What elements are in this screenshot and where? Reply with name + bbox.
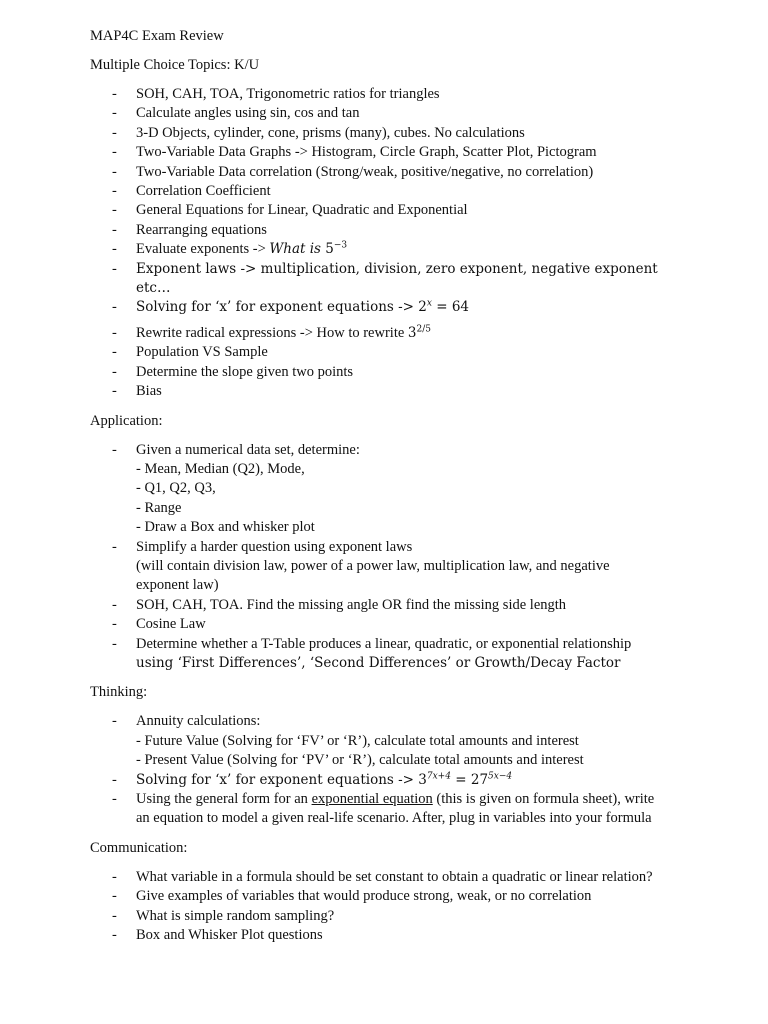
list-item: - Box and Whisker Plot questions — [112, 927, 323, 944]
list-item: - Rearranging equations — [112, 221, 267, 238]
communication-list — [90, 868, 690, 946]
list-item: - Rewrite radical expressions -> How to rewrite $3^{2/5}$ — [112, 324, 431, 341]
list-item: - Calculate angles using sin, cos and tan — [112, 105, 360, 122]
underlined-term: exponential equation — [311, 791, 433, 807]
math-expression: What is $5^{-3}$ — [269, 240, 348, 258]
list-item: - Bias — [112, 383, 162, 400]
list-item: - Two-Variable Data Graphs -> Histogram, Circle Graph, Scatter Plot, Pictogram — [112, 144, 597, 161]
math-expression: $3^{7x+4} = 27^{5x-4}$ — [418, 771, 513, 788]
list-item: - Given a numerical data set, determine: - Mean, Median (Q2), Mode, - Q1, Q2, Q3, - Range - Draw a Box and whisker plot — [112, 441, 360, 536]
list-item: - 3-D Objects, cylinder, cone, prisms (many), cubes. No calculations — [112, 124, 525, 141]
math-expression: $3^{2/5}$ — [407, 324, 431, 341]
list-item: - Population VS Sample — [112, 344, 268, 361]
list-item: - SOH, CAH, TOA. Find the missing angle OR find the missing side length — [112, 596, 567, 613]
list-item: - Give examples of variables that would produce strong, weak, or no correlation — [112, 888, 592, 905]
list-item: - Solving for ‘x’ for exponent equations -> $3^{7x+4} = 27^{5x-4}$ — [112, 771, 513, 788]
math-expression: $2^x = 64$ — [418, 298, 470, 316]
list-item: - Correlation Coefficient — [112, 183, 271, 200]
list-item: - Solving for ‘x’ for exponent equations -> $2^x = 64$ — [112, 298, 470, 316]
document-title: MAP4C Exam Review — [90, 28, 224, 44]
list-item: - Determine whether a T-Table produces a linear, quadratic, or exponential relationship using ‘First Differences’, ‘Second Differences’ or Growth/Decay Factor — [112, 635, 632, 671]
list-item: - Determine the slope given two points — [112, 363, 354, 380]
list-item: - Cosine Law — [112, 616, 206, 633]
section-heading-communication: Communication: — [90, 839, 188, 856]
list-item: - What is simple random sampling? — [112, 907, 335, 924]
document-page — [90, 27, 690, 955]
thinking-list — [90, 712, 690, 828]
list-item: - Simplify a harder question using exponent laws (will contain division law, power of a power law, multiplication law, and negative exponent law) — [112, 538, 610, 594]
list-item: - Using the general form for an exponential equation (this is given on formula sheet), write an equation to model a given real-life scenario. After, plug in variables into your formula — [112, 791, 655, 827]
application-list — [90, 441, 690, 674]
list-item: - SOH, CAH, TOA, Trigonometric ratios for triangles — [112, 86, 440, 102]
ku-list — [90, 85, 690, 402]
list-item: - General Equations for Linear, Quadratic and Exponential — [112, 202, 468, 219]
list-item: - What variable in a formula should be set constant to obtain a quadratic or linear relation? — [112, 868, 653, 885]
list-item: - Evaluate exponents -> What is $5^{-3}$ — [112, 240, 348, 258]
section-heading-ku: Multiple Choice Topics: K/U — [90, 57, 260, 73]
section-heading-thinking: Thinking: — [90, 684, 148, 701]
list-item: - Exponent laws -> multiplication, division, zero exponent, negative exponent etc… — [112, 260, 658, 297]
list-item: - Annuity calculations: - Future Value (Solving for ‘FV’ or ‘R’), calculate total amounts and interest - Present Value (Solving for ‘PV’ or ‘R’), calculate total amounts and interest — [112, 713, 584, 769]
section-heading-application: Application: — [90, 412, 163, 429]
list-item: - Two-Variable Data correlation (Strong/weak, positive/negative, no correlation) — [112, 163, 594, 180]
